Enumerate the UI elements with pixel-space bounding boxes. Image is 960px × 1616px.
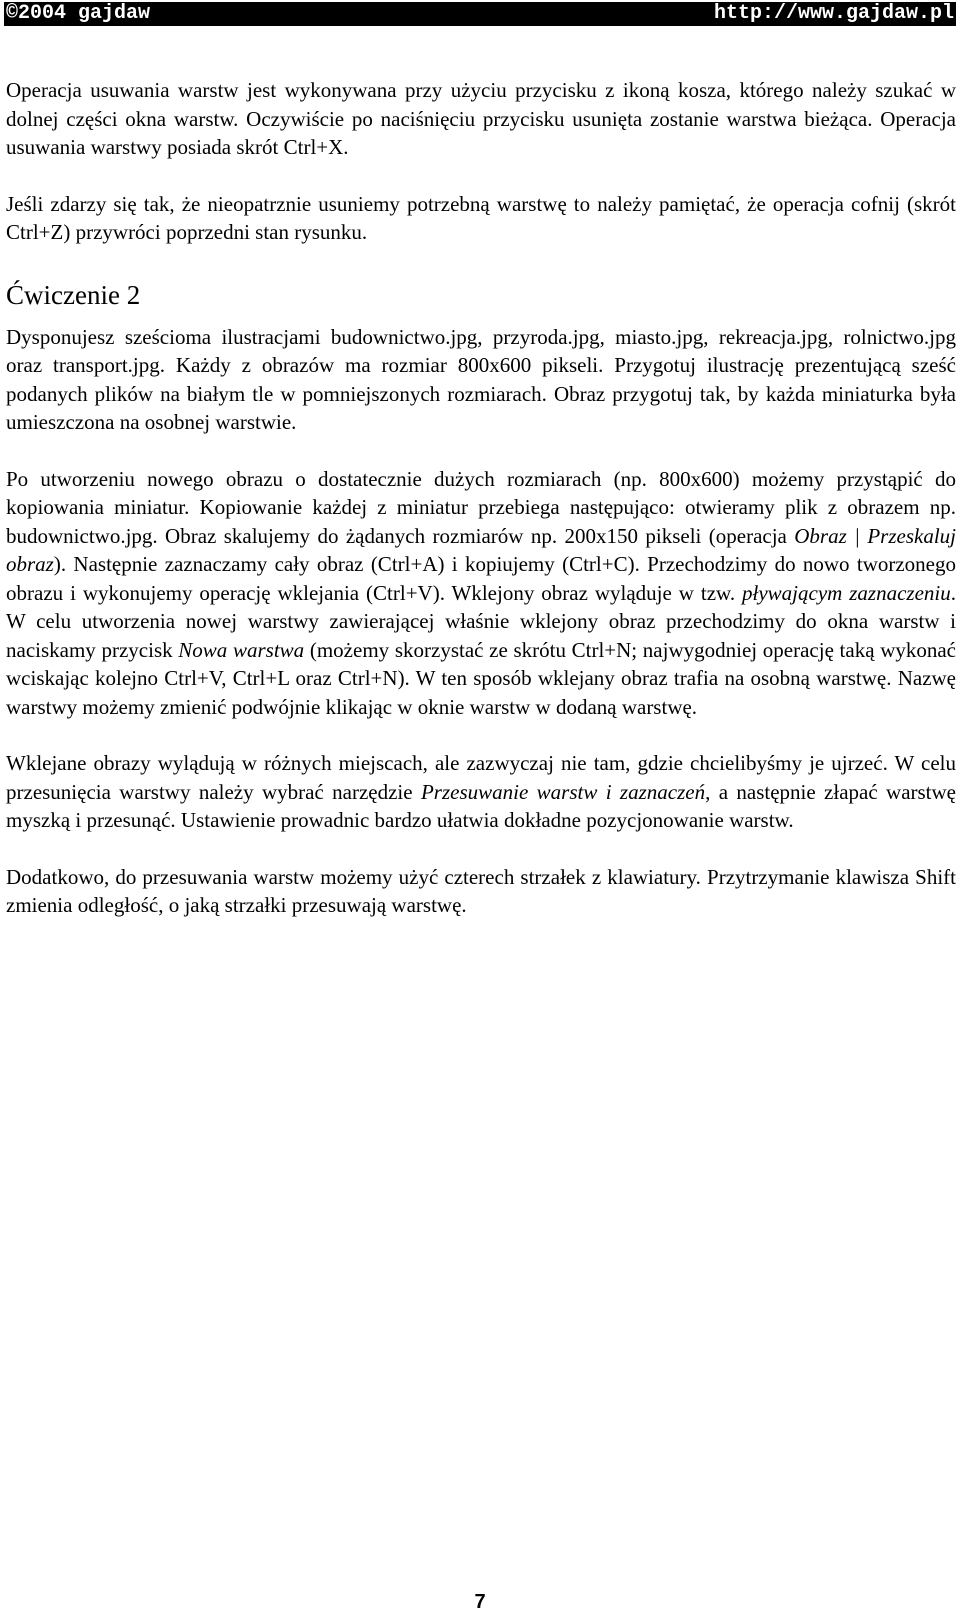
button-name-text: Nowa warstwa (178, 637, 305, 662)
paragraph-undo: Jeśli zdarzy się tak, że nieopatrznie usuniemy potrzebną warstwę to należy pamiętać, że operacja cofnij (skrót Ctrl+Z) przywróci poprzedni stan rysunku. (6, 191, 956, 244)
section-heading: Ćwiczenie 2 (6, 279, 141, 310)
page-header (4, 2, 956, 26)
copyright-text: ©2004 gajdaw (6, 2, 151, 25)
tool-name-text: Przesuwanie warstw i zaznaczeń (420, 779, 706, 804)
paragraph-copy-thumbnails (6, 465, 956, 722)
text-run: Po utworzeniu nowego obrazu o dostatecznie dużych rozmiarach (np. 800x600) możemy przystąpić do kopiowania miniatur. Kopiowanie każdej z miniatur przebiega następująco: otwieramy plik z obrazem np. budownictwo.jpg. Obraz skalujemy do żądanych rozmiarów np. 200x150 pikseli (operacja (6, 466, 956, 548)
text-run: (możemy skorzystać ze skrótu Ctrl+N; najwygodniej operację taką wykonać wciskając kolejno Ctrl+V, Ctrl+L oraz Ctrl+N). W ten sposób wklejany obraz trafia na osobną warstwę. Nazwę warstwy możemy zmienić podwójnie klikając w oknie warstw w dodaną warstwę. (6, 637, 957, 719)
menu-path-text: Obraz | Przeskaluj obraz (6, 523, 956, 576)
website-url: http://www.gajdaw.pl (713, 2, 954, 25)
text-run: . W celu utworzenia nowej warstwy zawierającej właśnie wklejony obraz przechodzimy do okna warstw i naciskamy przycisk (6, 580, 956, 662)
text-run: ). Następnie zaznaczamy cały obraz (Ctrl+A) i kopiujemy (Ctrl+C). Przechodzimy do nowo tworzonego obrazu i wykonujemy operację wklejania (Ctrl+V). Wklejony obraz wyląduje w tzw. (6, 552, 956, 605)
paragraph-exercise-task: Dysponujesz sześcioma ilustracjami budownictwo.jpg, przyroda.jpg, miasto.jpg, rekreacja.jpg, rolnictwo.jpg oraz transport.jpg. Każdy z obrazów ma rozmiar 800x600 pikseli. Przygotuj ilustrację prezentującą sześć podanych plików na białym tle w pomniejszonych rozmiarach. Obraz przygotuj tak, by każda miniaturka była umieszczona na osobnej warstwie. (6, 324, 956, 434)
paragraph-move-layers (6, 749, 956, 835)
text-run: Wklejane obrazy wylądują w różnych miejscach, ale zazwyczaj nie tam, gdzie chcielibyśmy je ujrzeć. W celu przesunięcia warstwy należy wybrać narzędzie (6, 751, 956, 804)
term-text: pływającym zaznaczeniu (742, 580, 951, 605)
paragraph-arrow-keys: Dodatkowo, do przesuwania warstw możemy użyć czterech strzałek z klawiatury. Przytrzymanie klawisza Shift zmienia odległość, o jaką strzałki przesuwają warstwę. (6, 864, 956, 917)
document-body (6, 76, 956, 920)
paragraph-delete-layer: Operacja usuwania warstw jest wykonywana przy użyciu przycisku z ikoną kosza, którego należy szukać w dolnej części okna warstw. Oczywiście po naciśnięciu przycisku usunięta zostanie warstwa bieżąca. Operacja usuwania warstwy posiada skrót Ctrl+X. (6, 78, 956, 159)
text-run: , a następnie złapać warstwę myszką i przesunąć. Ustawienie prowadnic bardzo ułatwia dokładne pozycjonowanie warstw. (6, 779, 957, 832)
page-number: 7 (474, 1591, 486, 1613)
